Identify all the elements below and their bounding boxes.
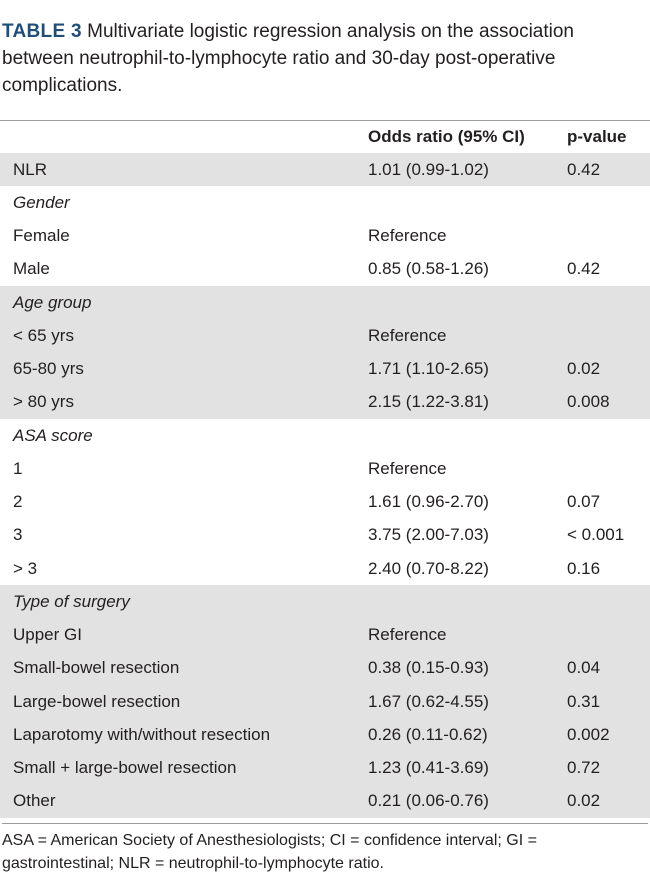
cell-variable: 2 [13,492,23,512]
cell-odds-ratio: Reference [368,458,447,478]
cell-odds-ratio: 0.26 (0.11-0.62) [368,718,567,751]
cell-p-value [567,286,650,319]
cell-variable: 1 [13,458,23,478]
cell-p-value: 0.008 [567,386,650,419]
cell-odds-ratio: 0.38 (0.15-0.93) [368,652,567,685]
cell-variable: 65-80 yrs [0,353,368,386]
table-row [0,486,650,519]
table-row [0,718,650,751]
cell-odds-ratio: Reference [368,226,447,246]
table-caption [2,18,642,99]
cell-p-value: 0.02 [567,785,650,818]
cell-odds-ratio [368,186,567,219]
cell-p-value: 0.42 [567,259,601,279]
regression-table [0,121,650,818]
table-row [0,652,650,685]
table-row [0,253,650,286]
cell-variable: NLR [0,153,368,186]
cell-variable: Small + large-bowel resection [0,752,368,785]
cell-variable: Small-bowel resection [0,652,368,685]
cell-p-value [567,585,650,618]
table-row [0,353,650,386]
cell-p-value: 0.72 [567,752,650,785]
cell-odds-ratio [368,419,567,452]
cell-odds-ratio: 1.01 (0.99-1.02) [368,153,567,186]
cell-variable: Gender [13,192,70,212]
cell-odds-ratio: 0.85 (0.58-1.26) [368,259,489,279]
cell-variable: 3 [13,525,23,545]
cell-variable: Male [13,259,50,279]
cell-p-value: 0.002 [567,718,650,751]
cell-p-value: 0.07 [567,492,601,512]
cell-variable: Age group [0,286,368,319]
cell-variable: Other [0,785,368,818]
table-row [0,153,650,186]
table-body [0,153,650,818]
cell-odds-ratio: 0.21 (0.06-0.76) [368,785,567,818]
table-row [0,319,650,352]
cell-p-value: 0.02 [567,353,650,386]
cell-odds-ratio: 1.67 (0.62-4.55) [368,685,567,718]
cell-odds-ratio: 1.71 (1.10-2.65) [368,353,567,386]
table-footnote: ASA = American Society of Anesthesiologists; CI = confidence interval; GI = gastrointestinal; NLR = neutrophil-to-lymphocyte ratio. [2,823,648,875]
cell-variable: > 3 [13,558,38,578]
cell-odds-ratio: 1.23 (0.41-3.69) [368,752,567,785]
cell-odds-ratio [368,286,567,319]
header-p-value: p-value [567,127,627,146]
table-row [0,552,650,585]
table-row [0,386,650,419]
cell-odds-ratio: 1.61 (0.96-2.70) [368,492,489,512]
cell-odds-ratio [368,585,567,618]
cell-p-value [567,419,650,452]
cell-p-value: 0.42 [567,153,650,186]
table-row [0,220,650,253]
table-label: TABLE 3 [2,21,82,42]
table-caption-text: Multivariate logistic regression analysis on the association between neutrophil-to-lymphocyte ratio and 30-day post-operative complications. [2,21,575,96]
regression-table-container [0,120,650,818]
cell-variable: < 65 yrs [0,319,368,352]
cell-p-value: 0.04 [567,652,650,685]
cell-odds-ratio: 3.75 (2.00-7.03) [368,525,489,545]
table-row [0,519,650,552]
header-variable [0,121,368,153]
table-row [0,785,650,818]
cell-variable: Large-bowel resection [0,685,368,718]
cell-variable: Female [13,226,70,246]
table-row [0,452,650,485]
table-row [0,619,650,652]
table-group-row [0,585,650,618]
cell-p-value [567,186,650,219]
table-group-row [0,186,650,219]
header-odds-ratio: Odds ratio (95% CI) [368,127,525,146]
table-row [0,685,650,718]
cell-odds-ratio: 2.40 (0.70-8.22) [368,558,489,578]
cell-variable: > 80 yrs [0,386,368,419]
table-group-row [0,419,650,452]
cell-p-value [567,319,650,352]
table-row [0,752,650,785]
cell-p-value [567,619,650,652]
table-group-row [0,286,650,319]
cell-p-value: 0.31 [567,685,650,718]
cell-variable: Upper GI [0,619,368,652]
cell-odds-ratio: 2.15 (1.22-3.81) [368,386,567,419]
table-header-row [0,121,650,153]
cell-variable: Laparotomy with/without resection [0,718,368,751]
cell-odds-ratio: Reference [368,319,567,352]
cell-variable: ASA score [13,425,93,445]
cell-p-value: < 0.001 [567,525,625,545]
cell-odds-ratio: Reference [368,619,567,652]
cell-variable: Type of surgery [0,585,368,618]
cell-p-value [567,220,650,253]
cell-p-value: 0.16 [567,558,601,578]
cell-p-value [567,452,650,485]
